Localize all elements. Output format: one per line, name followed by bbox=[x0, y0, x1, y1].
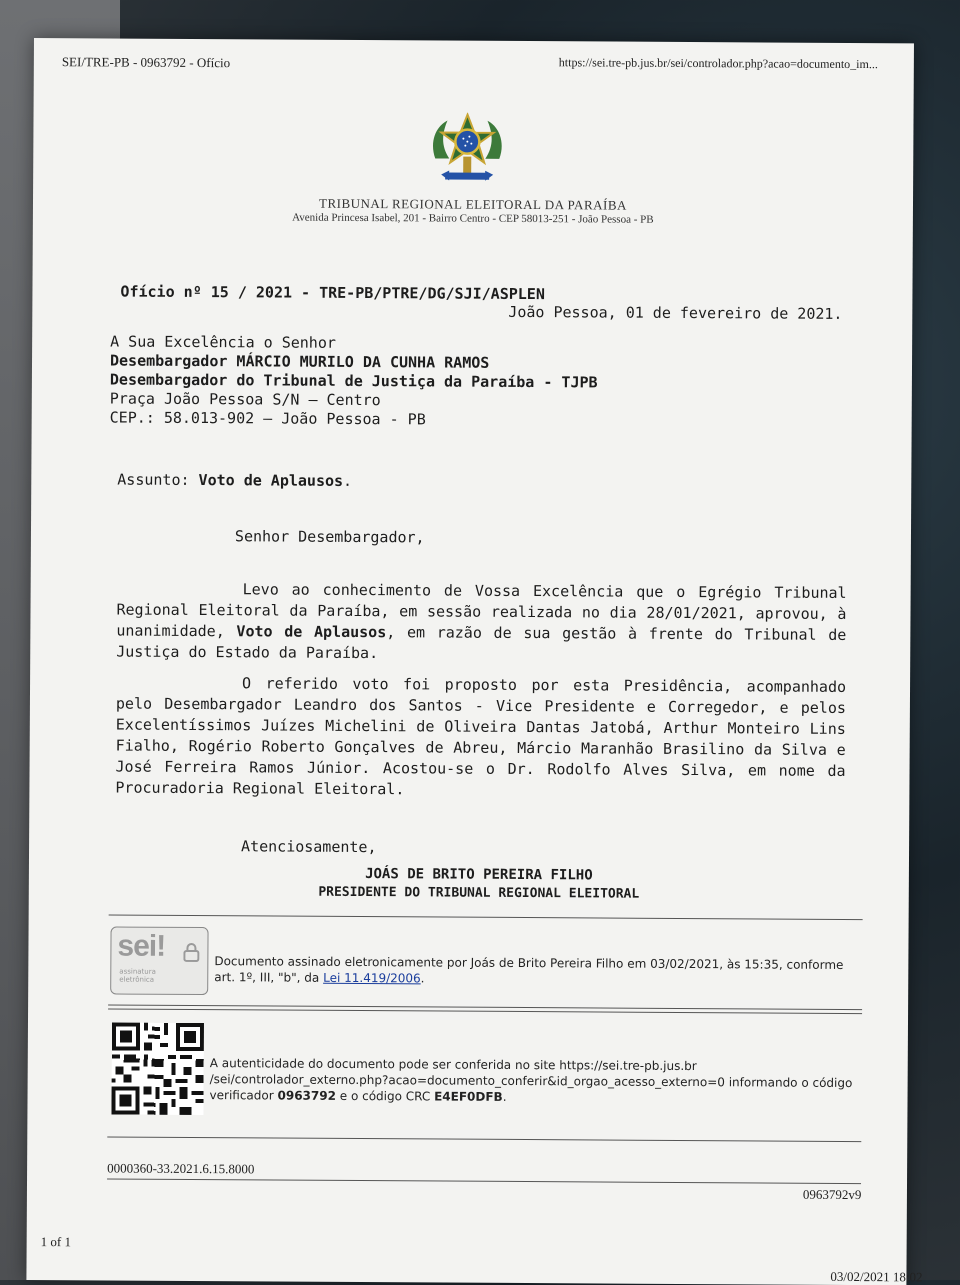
electronic-signature-text bbox=[214, 953, 854, 989]
addressee-block bbox=[110, 332, 598, 430]
authenticity-text-a: A autenticidade do documento pode ser conferida no site https://sei.tre-pb.jus.br /sei/controlador_externo.php?acao=documento_conferir&id_orgao_acesso_externo=0 informando o código verificador bbox=[209, 1056, 853, 1103]
closing: Atenciosamente, bbox=[241, 837, 377, 857]
addressee-street: Praça João Pessoa S/N – Centro bbox=[109, 389, 381, 410]
paragraph-2-text: O referido voto foi proposto por esta Presidência, acompanhado pelo Desembargador Leandro dos Santos - Vice Presidente e Corregedor, e pelos Excelentíssimos Juízes Michelini de Oliveira Dantas Jatobá, Arthur Monteiro Lins Fialho, Rogério Roberto Gonçalves de Abreu, Márcio Maranhão Brasilino da Silva e José Ferreira Ramos Júnior. Acostou-se o Dr. Rodolfo Alves Silva, em nome da Procuradoria Regional Eleitoral. bbox=[115, 674, 847, 799]
print-timestamp: 03/02/2021 18:02 bbox=[830, 1268, 923, 1285]
brazil-coat-of-arms-icon bbox=[427, 112, 507, 192]
paragraph-indent bbox=[117, 594, 243, 595]
document-version: 0963792v9 bbox=[802, 1186, 862, 1203]
body-paragraph-2 bbox=[115, 673, 846, 803]
crc-code: E4EF0DFB bbox=[434, 1089, 503, 1104]
print-header-url: https://sei.tre-pb.jus.br/sei/controlador.php?acao=documento_im... bbox=[558, 55, 878, 72]
verification-code: 0963792 bbox=[277, 1088, 337, 1103]
sei-caption-1: assinatura bbox=[119, 967, 156, 976]
document-page bbox=[26, 38, 923, 1285]
authenticity-text-c: . bbox=[502, 1089, 507, 1104]
page-indicator: 1 of 1 bbox=[40, 1234, 72, 1250]
addressee-postal: CEP.: 58.013-902 – João Pessoa - PB bbox=[109, 408, 426, 429]
print-header-title: SEI/TRE-PB - 0963792 - Ofício bbox=[61, 54, 231, 71]
law-link[interactable]: Lei 11.419/2006 bbox=[323, 970, 421, 986]
subject-label: Assunto: bbox=[117, 470, 199, 490]
paragraph-1-text-b: , em razão de sua gestão à frente do Tribunal de Justiça do Estado da Paraíba. bbox=[116, 623, 847, 663]
date-line: João Pessoa, 01 de fevereiro de 2021. bbox=[508, 302, 843, 323]
paragraph-indent bbox=[116, 688, 242, 689]
process-number: 0000360-33.2021.6.15.8000 bbox=[107, 1160, 255, 1177]
signer-role: PRESIDENTE DO TRIBUNAL REGIONAL ELEITORAL bbox=[318, 884, 640, 902]
authenticity-text-b: e o código CRC bbox=[335, 1088, 435, 1104]
subject-line bbox=[117, 471, 352, 490]
subject-end: . bbox=[343, 471, 353, 490]
subject-value: Voto de Aplausos bbox=[198, 471, 344, 490]
authenticity-text bbox=[209, 1055, 859, 1107]
organization-address: Avenida Princesa Isabel, 201 - Bairro Centro - CEP 58013-251 - João Pessoa - PB bbox=[292, 211, 654, 226]
divider bbox=[109, 914, 863, 920]
sei-logo: sei! bbox=[117, 929, 166, 963]
organization-name: TRIBUNAL REGIONAL ELEITORAL DA PARAÍBA bbox=[318, 195, 627, 213]
addressee-name: Desembargador MÁRCIO MURILO DA CUNHA RAMOS bbox=[109, 351, 490, 372]
sei-logo-caption bbox=[119, 968, 156, 984]
divider bbox=[107, 1178, 861, 1184]
signer-name: JOÁS DE BRITO PEREIRA FILHO bbox=[365, 866, 593, 884]
addressee-title: Desembargador do Tribunal de Justiça da Paraíba - TJPB bbox=[109, 370, 598, 392]
paragraph-1-bold: Voto de Aplausos bbox=[236, 622, 387, 642]
sei-signature-seal bbox=[110, 926, 208, 995]
addressee-treatment: A Sua Excelência o Senhor bbox=[110, 332, 336, 352]
qr-code-icon bbox=[111, 1022, 204, 1115]
oficio-number: Ofício nº 15 / 2021 - TRE-PB/PTRE/DG/SJI/ASPLEN bbox=[120, 282, 545, 304]
salutation: Senhor Desembargador, bbox=[234, 527, 425, 547]
paragraph-1-text-a: Levo ao conhecimento de Vossa Excelência que o Egrégio Tribunal Regional Eleitoral da Paraíba, em sessão realizada no dia 28/01/2021, aprovou, à unanimidade, bbox=[116, 580, 847, 641]
signature-text: Documento assinado eletronicamente por Joás de Brito Pereira Filho em 03/02/2021, às 15:35, conforme art. 1º, III, "b", da bbox=[214, 954, 844, 985]
divider bbox=[107, 1136, 861, 1142]
body-paragraph-1 bbox=[116, 579, 846, 667]
sei-caption-2: eletrônica bbox=[119, 975, 155, 984]
lock-icon bbox=[183, 942, 199, 962]
signature-text-end: . bbox=[420, 971, 425, 986]
